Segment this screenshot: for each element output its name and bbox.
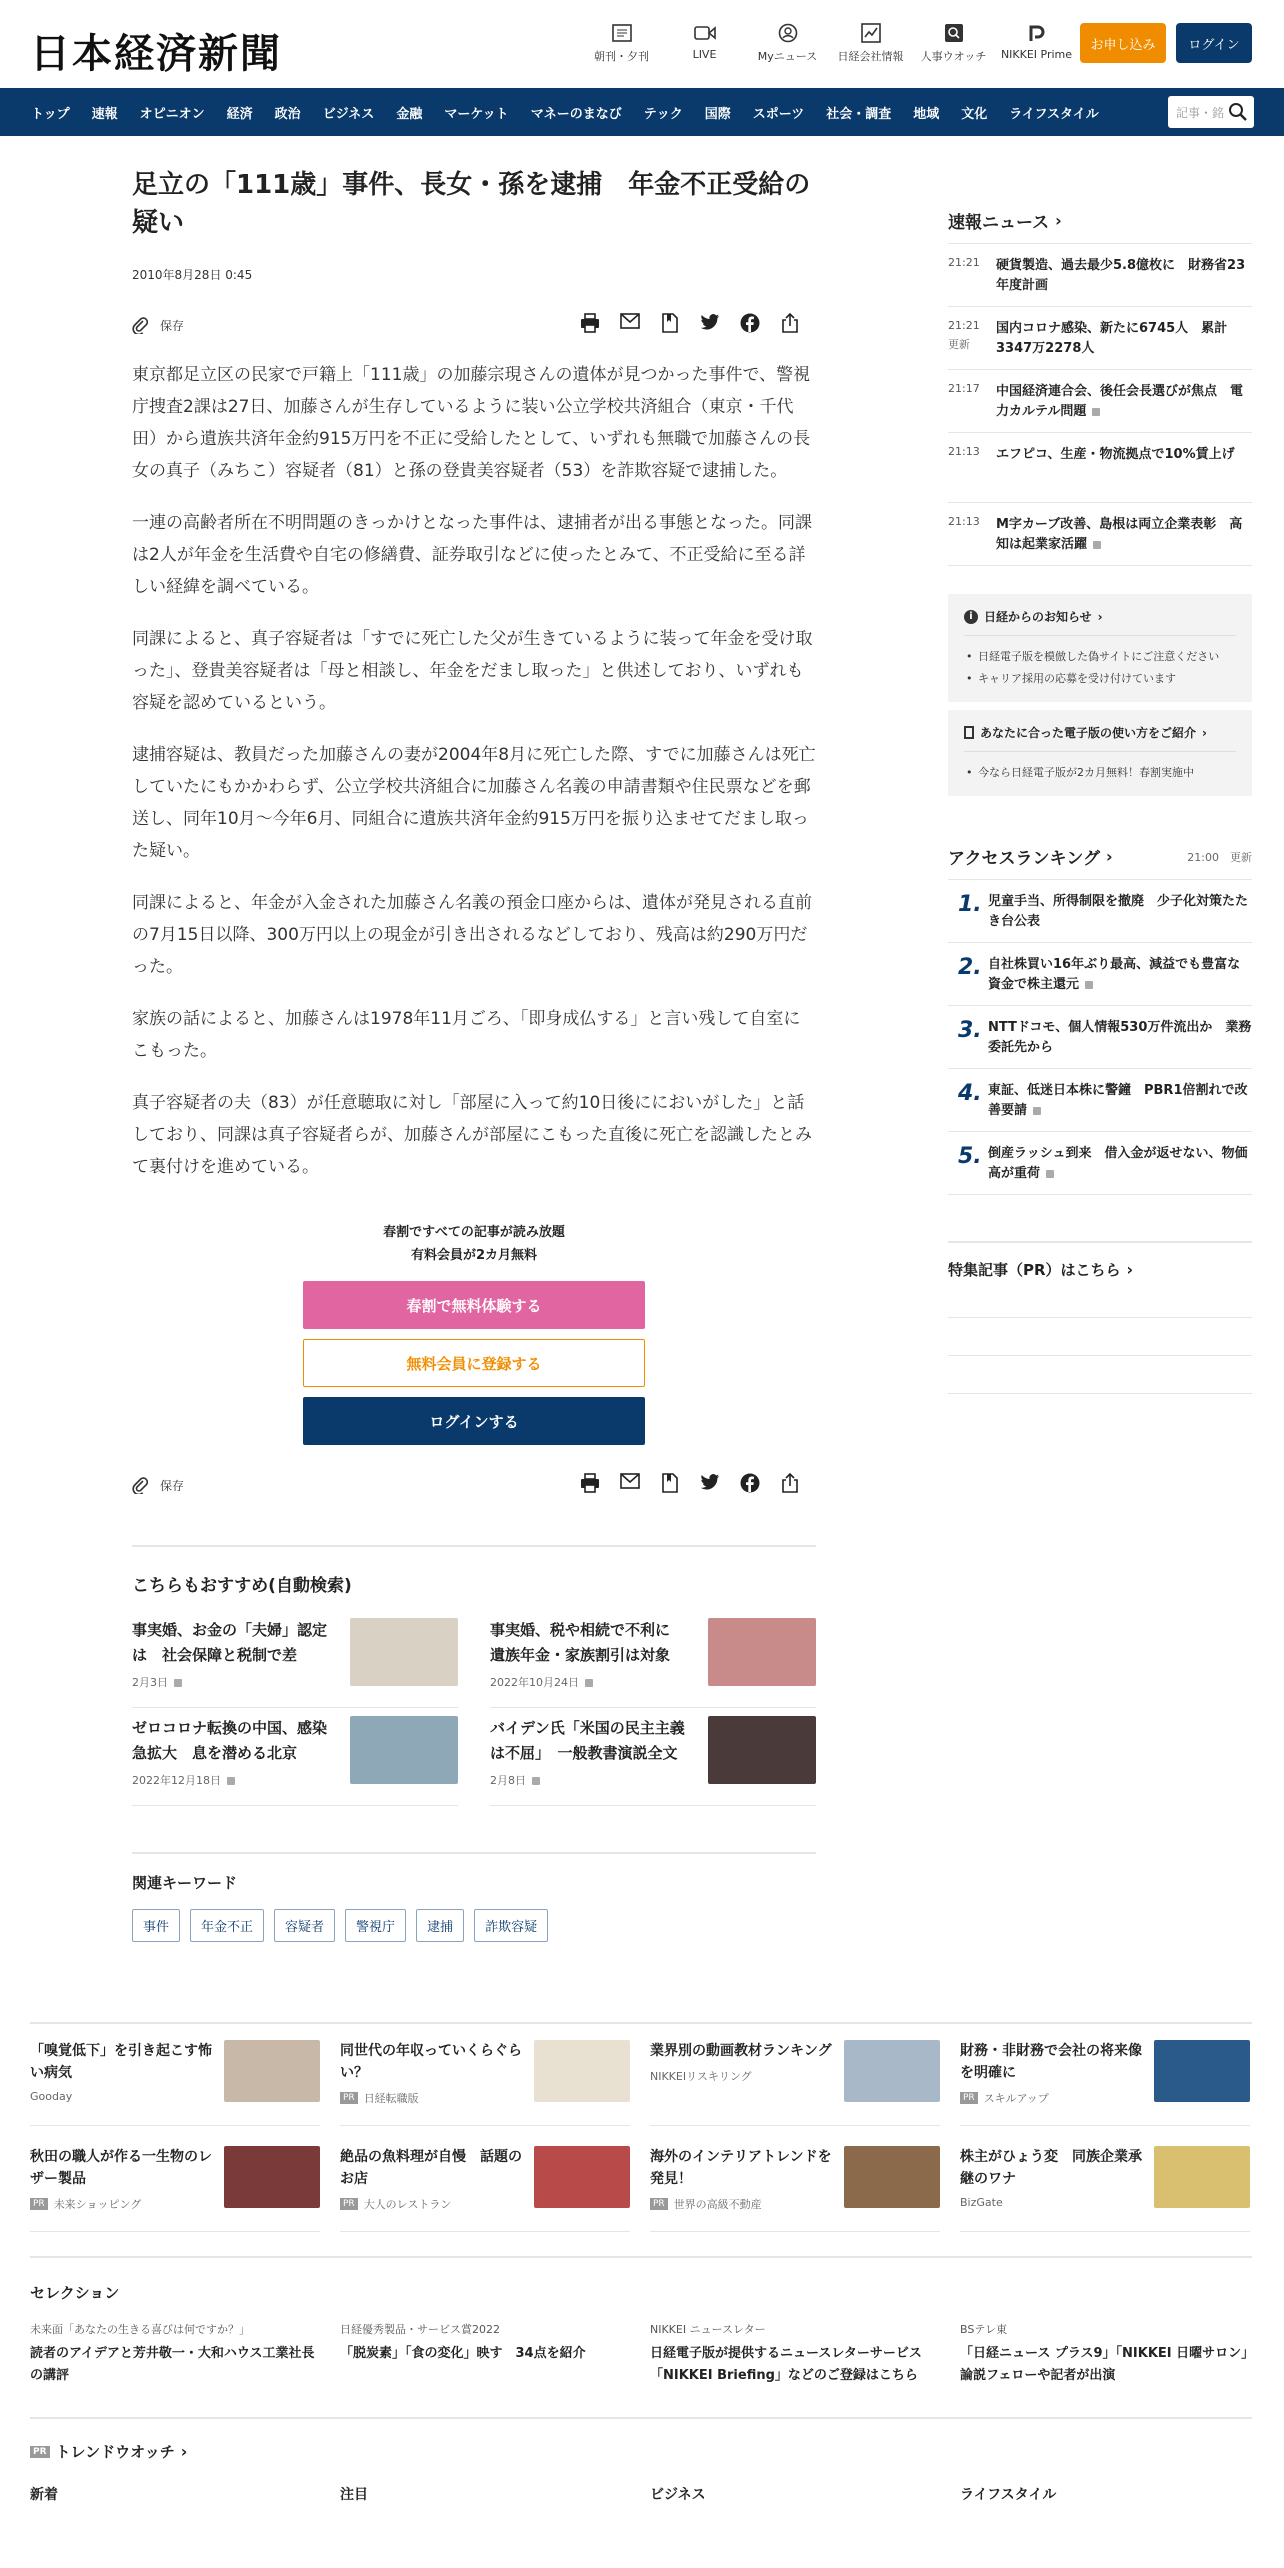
keyword-list (132, 1909, 816, 1942)
keyword-tag[interactable]: 詐欺容疑 (474, 1909, 548, 1942)
clip-icon (132, 1476, 148, 1494)
lock-icon (532, 1777, 540, 1785)
breaking-item[interactable]: 21:21 更新 国内コロナ感染、新たに6745人 累計3347万2278人 (948, 307, 1252, 370)
recommend-date: 2022年10月24日 (490, 1674, 690, 1690)
lock-icon (227, 1777, 235, 1785)
search-placeholder: 記事・銘 (1176, 105, 1225, 120)
nav-item[interactable]: ビジネス (322, 106, 375, 122)
article-date: 2010年8月28日 0:45 (132, 268, 253, 282)
article-paragraph: 一連の高齢者所在不明問題のきっかけとなった事件は、逮捕者が出る事態となった。同課は2人が年金を生活費や自宅の修繕費、証券取引などに使ったとみて、不正受給に至る詳しい経緯を調べている。 (132, 513, 812, 597)
ranking-list (948, 879, 1252, 1195)
recommend-item[interactable] (132, 1708, 458, 1806)
header-icons (580, 22, 1078, 64)
selection-item[interactable]: NIKKEI ニュースレター 日経電子版が提供するニュースレターサービス「NIKKEI Briefing」などのご登録はこちら (650, 2323, 922, 2383)
trend-col[interactable]: 注目 (340, 2487, 368, 2503)
breaking-item[interactable]: 21:21 硬貨製造、過去最少5.8億枚に 財務省23年度計画 (948, 244, 1252, 307)
twitter-icon[interactable] (690, 1473, 730, 1493)
article-body (132, 359, 816, 1183)
pr-thumbnail (224, 2146, 320, 2208)
guide-heading[interactable]: あなたに合った電子版の使い方をご紹介 › (964, 724, 1236, 741)
pr-item[interactable]: 同世代の年収っていくらぐらい？ PR 日経転職版 (340, 2040, 630, 2126)
breaking-list (948, 243, 1252, 566)
nav-item[interactable]: ライフスタイル (1009, 106, 1099, 122)
book-icon (964, 726, 974, 739)
header-link-label: NIKKEI Prime (1000, 48, 1073, 61)
breaking-item[interactable]: 21:17 中国経済連合会、後任会長選びが焦点 電力カルテル問題 (948, 370, 1252, 433)
print-icon[interactable] (570, 313, 610, 333)
ranking-item[interactable]: 1. 児童手当、所得制限を撤廃 少子化対策たたき台公表 (948, 880, 1252, 943)
pr-badge: PR (960, 2092, 978, 2104)
notice-heading[interactable]: i 日経からのお知らせ › (964, 608, 1236, 625)
promo-line: 有料会員が2カ月無料 (410, 1248, 538, 1263)
main-nav (0, 88, 1284, 136)
nav-item[interactable]: オピニオン (139, 106, 205, 122)
guide-box (948, 710, 1252, 796)
ranking-updated: 21:00 更新 (1187, 850, 1252, 864)
lock-icon (585, 1679, 593, 1687)
pr-grid (30, 2040, 1252, 2232)
nav-item[interactable]: 文化 (961, 106, 988, 122)
header-link-label: 日経会社情報 (837, 50, 904, 63)
selection-item[interactable]: 日経優秀製品・サービス賞2022 「脱炭素」「食の変化」映す 34点を紹介 (340, 2323, 586, 2361)
breaking-item[interactable]: 21:13 エフピコ、生産・物流拠点で10%賃上げ (948, 433, 1252, 503)
header-link-prime[interactable] (995, 22, 1078, 64)
mail-icon[interactable] (610, 313, 650, 333)
lock-icon (1092, 408, 1100, 416)
pr-item[interactable]: 秋田の職人が作る一生物のレザー製品 PR 未来ショッピング (30, 2146, 320, 2232)
pr-thumbnail (224, 2040, 320, 2102)
keyword-tag[interactable]: 事件 (132, 1909, 180, 1942)
subscribe-promo (132, 1221, 816, 1445)
facebook-icon[interactable] (730, 1473, 770, 1493)
recommend-title: バイデン氏「米国の民主主義は不屈」 一般教書演説全文 (490, 1719, 685, 1762)
recommend-item[interactable] (490, 1708, 816, 1806)
header-link-jinji[interactable] (912, 22, 995, 64)
lock-icon (1085, 981, 1093, 989)
bottom-section (30, 2022, 1252, 2504)
pr-badge: PR (30, 2446, 50, 2458)
pr-badge: PR (340, 2092, 358, 2104)
pr-badge: PR (30, 2198, 48, 2210)
recommend-item[interactable] (490, 1610, 816, 1708)
recommend-date: 2022年12月18日 (132, 1772, 332, 1788)
ranking-item[interactable]: 3. NTTドコモ、個人情報530万件流出か 業務委託先から (948, 1006, 1252, 1069)
article-paragraph: 同課によると、真子容疑者は「すでに死亡した父が生きているように装って年金を受け取った」、登貴美容疑者は「母と相談し、年金をだまし取った」と供述しており、いずれも容疑を認めているという。 (132, 629, 813, 713)
pr-badge: PR (340, 2198, 358, 2210)
keyword-tag[interactable]: 年金不正 (190, 1909, 264, 1942)
notice-box (948, 594, 1252, 702)
chevron-right-icon: › (180, 2442, 188, 2461)
trend-section (30, 2417, 1252, 2504)
chevron-right-icon: › (1055, 211, 1062, 230)
save-button[interactable] (132, 316, 184, 334)
breaking-item[interactable]: 21:13 M字カーブ改善、島根は両立企業表彰 高知は起業家活躍 (948, 503, 1252, 566)
newspaper-icon (580, 22, 663, 44)
trend-columns (30, 2484, 1252, 2504)
trend-heading[interactable]: PR トレンドウオッチ › (30, 2441, 1252, 2462)
feature-section (948, 1241, 1252, 1394)
facebook-icon[interactable] (730, 313, 770, 333)
article-paragraph: 真子容疑者の夫（83）が任意聴取に対し「部屋に入って約10日後ににおいがした」と話しており、同課は真子容疑者らが、加藤さんが部屋にこもった直後に死亡を認識したとみて裏付けを進めている。 (132, 1093, 812, 1177)
trend-col[interactable]: ライフスタイル (960, 2487, 1057, 2503)
header-link-label: 朝刊・夕刊 (594, 50, 649, 63)
ranking-item[interactable]: 2. 自社株買い16年ぶり最高、減益でも豊富な資金で株主還元 (948, 943, 1252, 1006)
promo-login-button[interactable]: ログインする (303, 1397, 645, 1445)
recommend-date: 2月8日 (490, 1772, 690, 1788)
chevron-right-icon: › (1202, 725, 1207, 740)
info-icon: i (964, 610, 978, 624)
pr-item[interactable]: 「嗅覚低下」を引き起こす怖い病気 Gooday (30, 2040, 320, 2126)
nav-item[interactable]: トップ (31, 106, 70, 122)
pr-thumbnail (534, 2146, 630, 2208)
clip-icon (132, 316, 148, 334)
print-icon[interactable] (570, 1473, 610, 1493)
nav-item[interactable]: 社会・調査 (826, 106, 892, 122)
header-link-label: 人事ウオッチ (920, 50, 987, 63)
ranking-header (948, 844, 1252, 869)
share-tools (570, 1473, 810, 1493)
breaking-heading[interactable]: 速報ニュース › (948, 211, 1062, 233)
keyword-tag[interactable]: 容疑者 (274, 1909, 335, 1942)
header-link-label: Myニュース (757, 50, 818, 63)
promo-line: 春割ですべての記事が読み放題 (383, 1225, 565, 1240)
note-icon[interactable] (650, 1473, 690, 1493)
article-title: 足立の「111歳」事件、長女・孫を逮捕 年金不正受給の疑い (132, 170, 811, 238)
save-label: 保存 (160, 1478, 185, 1493)
recommend-heading: こちらもおすすめ(自動検索) (132, 1576, 352, 1596)
lock-icon (1093, 541, 1101, 549)
register-button[interactable]: 無料会員に登録する (303, 1339, 645, 1387)
pr-badge: PR (650, 2198, 668, 2210)
recommend-item[interactable] (132, 1610, 458, 1708)
nav-item[interactable]: 速報 (91, 106, 118, 122)
header-link-paper[interactable] (580, 22, 663, 64)
selection-section (30, 2256, 1252, 2387)
recommend-list (132, 1610, 816, 1806)
share-icon[interactable] (770, 313, 810, 333)
selection-item[interactable]: 未来面「あなたの生きる喜びは何ですか？」 読者のアイデアと芳井敬一・大和ハウス工業社長の講評 (30, 2323, 315, 2383)
recommend-thumbnail (708, 1716, 816, 1784)
keyword-tag[interactable]: 警視庁 (345, 1909, 406, 1942)
pr-thumbnail (534, 2040, 630, 2102)
recommend-thumbnail (350, 1716, 458, 1784)
nav-item[interactable]: マーケット (444, 106, 509, 122)
site-header (0, 0, 1284, 88)
nav-item[interactable]: テック (643, 106, 683, 122)
header-link-mynews[interactable] (746, 22, 829, 64)
header-link-label: LIVE (692, 48, 717, 61)
notice-item[interactable]: • 日経電子版を模倣した偽サイトにご注意ください (964, 648, 1236, 666)
pr-thumbnail (844, 2146, 940, 2208)
article-toolbar-bottom (132, 1465, 816, 1505)
selection-item[interactable]: BSテレ東 「日経ニュース プラス9」「NIKKEI 日曜サロン」論説フェローや記者が出演 (960, 2323, 1248, 2383)
apply-button[interactable]: お申し込み (1080, 23, 1166, 63)
pr-item[interactable]: 財務・非財務で会社の将来像を明確に PR スキルアップ (960, 2040, 1250, 2126)
nav-item[interactable]: スポーツ (752, 106, 805, 122)
feature-placeholder (948, 1318, 1252, 1356)
feature-placeholder (948, 1280, 1252, 1318)
article-paragraph: 家族の話によると、加藤さんは1978年11月ごろ、「即身成仏する」と言い残して自室にこもった。 (132, 1009, 801, 1061)
recommend-date: 2月3日 (132, 1674, 332, 1690)
recommend-thumbnail (350, 1618, 458, 1686)
share-tools (570, 313, 810, 333)
keyword-tag[interactable]: 逮捕 (416, 1909, 464, 1942)
selection-list (30, 2321, 1252, 2387)
keywords-section (132, 1852, 816, 1942)
selection-heading: セレクション (30, 2284, 120, 2302)
feature-placeholder (948, 1356, 1252, 1394)
nav-item[interactable]: 国際 (704, 106, 731, 122)
chevron-right-icon: › (1126, 1260, 1134, 1279)
search-icon[interactable] (1228, 102, 1248, 122)
nav-item[interactable]: 政治 (274, 106, 301, 122)
recommend-section (132, 1545, 816, 1806)
ranking-heading[interactable]: アクセスランキング › (948, 847, 1113, 869)
chevron-right-icon: › (1105, 847, 1113, 866)
pr-thumbnail (1154, 2146, 1250, 2208)
save-button[interactable] (132, 1476, 184, 1494)
ranking-item[interactable]: 5. 倒産ラッシュ到来 借入金が返せない、物価高が重荷 (948, 1132, 1252, 1195)
chart-icon (829, 22, 912, 44)
trend-col[interactable]: 新着 (30, 2487, 58, 2503)
header-link-company[interactable] (829, 22, 912, 64)
nav-item[interactable]: マネーのまなび (530, 106, 622, 122)
article-paragraph: 逮捕容疑は、教員だった加藤さんの妻が2004年8月に死亡した際、すでに加藤さんは死亡していたにもかかわらず、公立学校共済組合に加藤さん名義の申請書類や住民票などを郵送し、同年10月～今年6月、同組合に遺族共済年金約915万円を振り込ませてだまし取った疑い。 (132, 745, 816, 861)
user-icon (746, 22, 829, 44)
article-column (132, 166, 816, 1942)
notice-item[interactable]: • キャリア採用の応募を受け付けています (964, 670, 1236, 688)
share-icon[interactable] (770, 1473, 810, 1493)
nav-item[interactable]: 経済 (226, 106, 253, 122)
recommend-title: 事実婚、お金の「夫婦」認定は 社会保障と税制で差 (132, 1621, 328, 1664)
pr-item[interactable]: 業界別の動画教材ランキング NIKKEIリスキリング (650, 2040, 940, 2126)
article-toolbar (132, 305, 816, 345)
mail-icon[interactable] (610, 1473, 650, 1493)
lock-icon (1033, 1107, 1041, 1115)
lock-icon (1046, 1170, 1054, 1178)
sidebar (948, 208, 1252, 1394)
twitter-icon[interactable] (690, 313, 730, 333)
feature-heading[interactable]: 特集記事（PR）はこちら › (948, 1260, 1134, 1279)
search-doc-icon (912, 22, 995, 44)
trend-col[interactable]: ビジネス (650, 2487, 706, 2503)
note-icon[interactable] (650, 313, 690, 333)
pr-thumbnail (1154, 2040, 1250, 2102)
login-button[interactable]: ログイン (1176, 23, 1252, 63)
site-logo[interactable]: 日本経済新聞 (30, 30, 282, 77)
header-link-live[interactable] (663, 22, 746, 64)
pr-item[interactable]: 株主がひょう変 同族企業承継のワナ BizGate (960, 2146, 1250, 2232)
article-paragraph: 同課によると、年金が入金された加藤さん名義の預金口座からは、遺体が発見される直前の7月15日以降、300万円以上の現金が引き出されるなどしており、残高は約290万円だった。 (132, 893, 812, 977)
prime-icon (995, 22, 1078, 44)
video-icon (663, 22, 746, 44)
pr-item[interactable]: 海外のインテリアトレンドを発見！ PR 世界の高級不動産 (650, 2146, 940, 2232)
recommend-title: 事実婚、税や相続で不利に 遺族年金・家族割引は対象 (490, 1621, 686, 1664)
nav-item[interactable]: 地域 (913, 106, 940, 122)
pr-thumbnail (844, 2040, 940, 2102)
recommend-thumbnail (708, 1618, 816, 1686)
article-paragraph: 東京都足立区の民家で戸籍上「111歳」の加藤宗現さんの遺体が見つかった事件で、警視庁捜査2課は27日、加藤さんが生存しているように装い公立学校共済組合（東京・千代田）から遺族共済年金約915万円を不正に受給したとして、いずれも無職で加藤さんの長女の真子（みちこ）容疑者（81）と孫の登貴美容疑者（53）を詐欺容疑で逮捕した。 (132, 365, 811, 481)
chevron-right-icon: › (1097, 609, 1103, 624)
guide-item[interactable]: • 今なら日経電子版が2カ月無料！春割実施中 (964, 764, 1236, 782)
pr-item[interactable]: 絶品の魚料理が自慢 話題のお店 PR 大人のレストラン (340, 2146, 630, 2232)
nav-item[interactable]: 金融 (396, 106, 423, 122)
keywords-heading: 関連キーワード (132, 1874, 238, 1892)
search-input[interactable] (1168, 96, 1254, 128)
save-label: 保存 (160, 318, 185, 333)
recommend-title: ゼロコロナ転換の中国、感染急拡大 息を潜める北京 (132, 1719, 328, 1762)
lock-icon (174, 1679, 182, 1687)
trial-button[interactable]: 春割で無料体験する (303, 1281, 645, 1329)
ranking-item[interactable]: 4. 東証、低迷日本株に警鐘 PBR1倍割れで改善要請 (948, 1069, 1252, 1132)
